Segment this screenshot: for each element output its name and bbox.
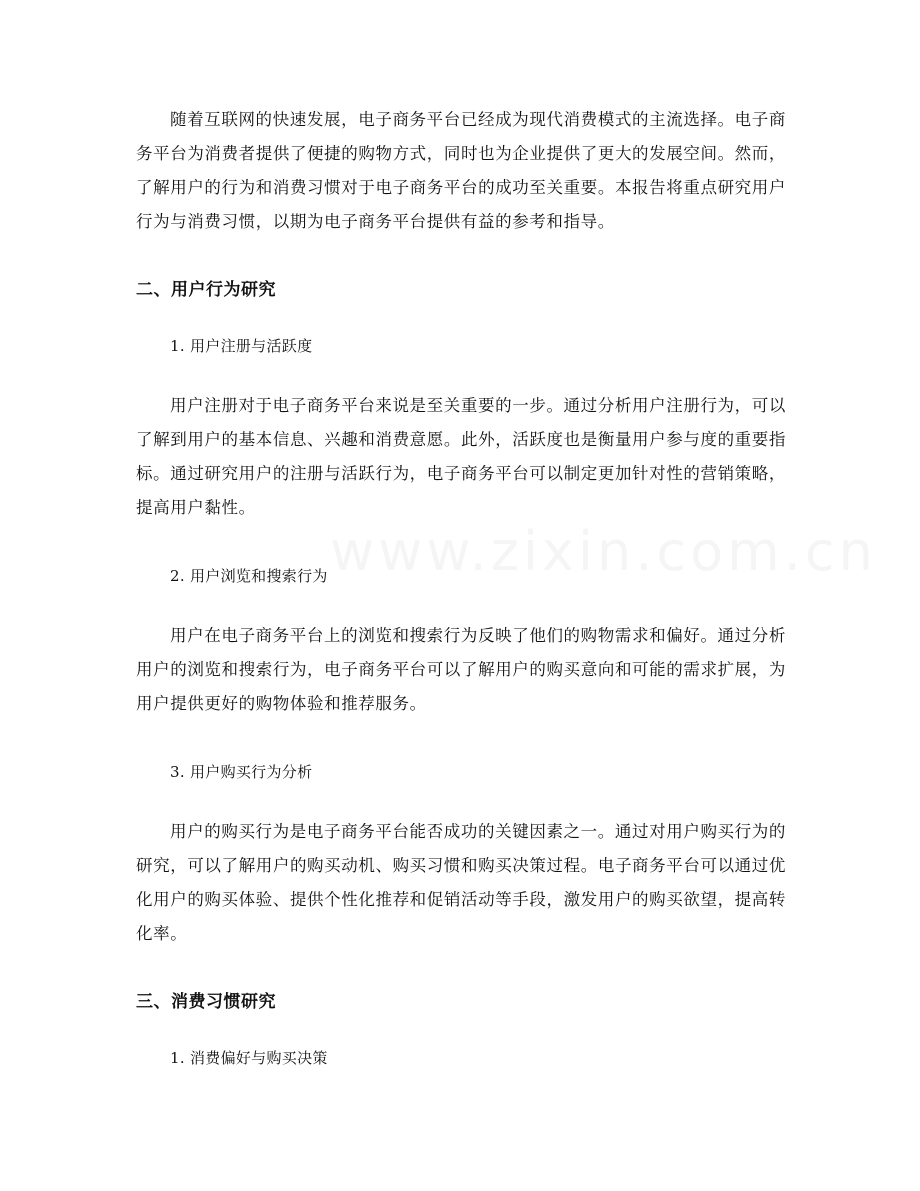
- intro-paragraph: 随着互联网的快速发展，电子商务平台已经成为现代消费模式的主流选择。电子商务平台为消费者提供了便捷的购物方式，同时也为企业提供了更大的发展空间。然而，了解用户的行为和消费习惯对于电子商务平台的成功至关重要。本报告将重点研究用户行为与消费习惯，以期为电子商务平台提供有益的参考和指导。: [136, 110, 786, 231]
- subheading-preference-decision: 1. 消费偏好与购买决策: [170, 1049, 328, 1067]
- subheading-registration-activity: 1. 用户注册与活跃度: [170, 337, 313, 355]
- paragraph-registration-activity: 用户注册对于电子商务平台来说是至关重要的一步。通过分析用户注册行为，可以了解到用户的基本信息、兴趣和消费意愿。此外，活跃度也是衡量用户参与度的重要指标。通过研究用户的注册与活跃行为，电子商务平台可以制定更加针对性的营销策略，提高用户黏性。: [136, 396, 786, 517]
- section-heading-user-behavior: 二、用户行为研究: [136, 280, 276, 300]
- document-content: [136, 103, 786, 1101]
- paragraph-purchase-behavior: 用户的购买行为是电子商务平台能否成功的关键因素之一。通过对用户购买行为的研究，可以了解用户的购买动机、购买习惯和购买决策过程。电子商务平台可以通过优化用户的购买体验、提供个性化推荐和促销活动等手段，激发用户的购买欲望，提高转化率。: [136, 822, 786, 943]
- section-heading-consumption-habits: 三、消费习惯研究: [136, 992, 276, 1012]
- subheading-browse-search: 2. 用户浏览和搜索行为: [170, 567, 328, 585]
- subheading-purchase-behavior: 3. 用户购买行为分析: [170, 763, 313, 781]
- paragraph-browse-search: 用户在电子商务平台上的浏览和搜索行为反映了他们的购物需求和偏好。通过分析用户的浏览和搜索行为，电子商务平台可以了解用户的购买意向和可能的需求扩展，为用户提供更好的购物体验和推荐服务。: [136, 626, 786, 713]
